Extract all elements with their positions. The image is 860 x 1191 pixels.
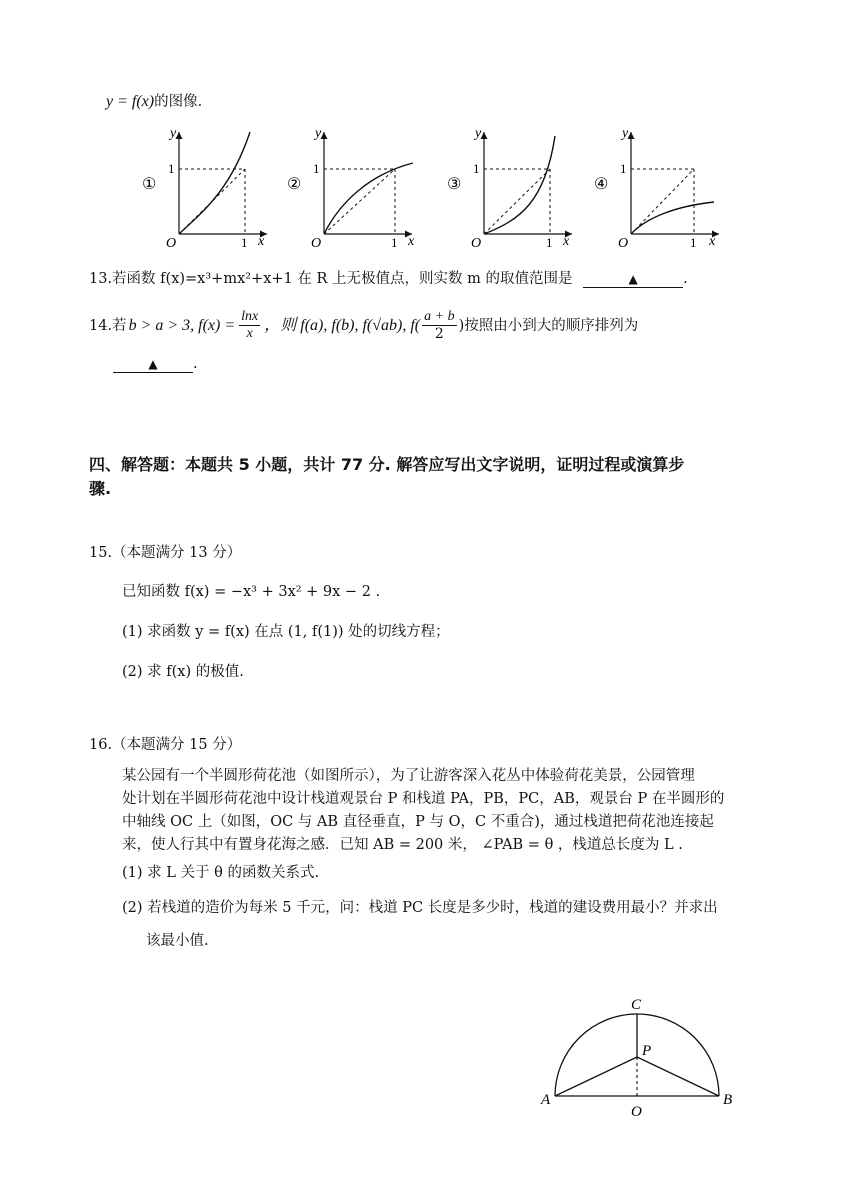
q14-frac-numerator: lnx — [241, 309, 259, 324]
graph-1-x-label: x — [258, 234, 265, 249]
graph-label-4: ④ — [594, 176, 609, 193]
question-14 — [89, 309, 638, 342]
graph-1 — [142, 126, 267, 251]
graph-2-one-y: 1 — [313, 161, 320, 176]
q14-answer-line — [113, 354, 198, 374]
question-13 — [89, 269, 688, 289]
function-graphs — [130, 122, 730, 252]
q16-line-4: 来，使人行其中有置身花海之感．已知 AB = 200 米， ∠PAB = θ ，栈道总长度为 L . — [122, 837, 683, 853]
q13-end: . — [683, 271, 688, 287]
graph-2-x-label: x — [408, 234, 415, 249]
figure-label-o: O — [631, 1104, 642, 1120]
graph-2 — [287, 126, 415, 251]
section-4-title-cont: 骤. — [89, 479, 112, 498]
q14-tail: )按照由小到大的顺序排列为 — [458, 317, 639, 334]
graph-1-origin: O — [166, 236, 177, 251]
q14-fraction-2 — [422, 309, 456, 342]
figure-label-b: B — [723, 1092, 733, 1108]
graph-label-3: ③ — [447, 176, 462, 193]
top-line-text: 的图像. — [154, 94, 203, 110]
graph-1-one-x: 1 — [241, 235, 248, 250]
graph-3-x-label: x — [563, 234, 570, 249]
q14-end: . — [193, 356, 198, 372]
q15-part-1: (1) 求函数 y = f(x) 在点 (1, f(1)) 处的切线方程； — [122, 624, 450, 640]
q14-frac-denominator: x — [246, 326, 253, 341]
q16-line-3: 中轴线 OC 上（如图，OC 与 AB 直径垂直，P 与 O，C 不重合)，通过栈道把荷花池连接起 — [122, 814, 714, 830]
q14-frac2-numerator: a + b — [424, 309, 455, 324]
q14-frac2-denominator: 2 — [434, 326, 444, 342]
q15-part-2: (2) 求 f(x) 的极值. — [122, 664, 244, 680]
graph-4 — [594, 126, 719, 251]
q16-line-1: 某公园有一个半圆形荷花池（如图所示），为了让游客深入花丛中体验荷花美景，公园管理 — [122, 768, 695, 784]
q15-heading: 15.（本题满分 13 分） — [89, 545, 242, 561]
q14-prefix: 14.若 — [89, 317, 127, 334]
graph-2-one-x: 1 — [391, 235, 398, 250]
graph-3 — [447, 126, 572, 251]
q15-stem: 已知函数 f(x) = −x³ + 3x² + 9x − 2 . — [122, 584, 381, 600]
q14-then: ，则 f(a), f(b), f(√ab), f( — [264, 316, 421, 334]
graph-3-origin: O — [471, 236, 482, 251]
graph-label-2: ② — [287, 176, 302, 193]
graph-1-y-label: y — [170, 126, 177, 141]
graph-3-y-label: y — [475, 126, 482, 141]
q16-part-1: (1) 求 L 关于 θ 的函数关系式. — [122, 865, 320, 881]
q16-part-2: (2) 若栈道的造价为每米 5 千元，问：栈道 PC 长度是多少时，栈道的建设费用最小？并求出 — [122, 900, 718, 916]
graph-4-one-y: 1 — [620, 161, 627, 176]
figure-label-c: C — [631, 997, 642, 1013]
top-line — [106, 92, 202, 112]
q14-fraction — [239, 309, 260, 342]
q14-answer-blank: ▲ — [113, 356, 193, 373]
graph-3-one-x: 1 — [546, 235, 553, 250]
graph-3-one-y: 1 — [473, 161, 480, 176]
figure-label-a: A — [541, 1092, 551, 1108]
top-line-math: y = f(x) — [106, 93, 155, 110]
q16-heading: 16.（本题满分 15 分） — [89, 737, 242, 753]
q16-part-2-cont: 该最小值. — [146, 933, 209, 949]
q16-line-2: 处计划在半圆形荷花池中设计栈道观景台 P 和栈道 PA，PB，PC，AB，观景台 P 在半圆形的 — [122, 791, 725, 807]
graph-2-y-label: y — [315, 126, 322, 141]
q14-condition: b > a > 3, f(x) = — [128, 316, 236, 334]
graph-4-y-label: y — [622, 126, 629, 141]
graph-4-one-x: 1 — [690, 235, 697, 250]
graph-4-origin: O — [618, 236, 629, 251]
section-4-title: 四、解答题：本题共 5 小题，共计 77 分. 解答应写出文字说明，证明过程或演算步 — [89, 455, 685, 474]
graph-label-1: ① — [142, 176, 157, 193]
figure-label-p: P — [642, 1043, 652, 1059]
q13-answer-blank: ▲ — [583, 271, 683, 288]
graph-2-origin: O — [311, 236, 322, 251]
q13-text: 13.若函数 f(x)=x³+mx²+x+1 在 R 上无极值点，则实数 m 的取值范围是 — [89, 271, 573, 287]
graph-4-x-label: x — [709, 234, 716, 249]
graph-1-one-y: 1 — [168, 161, 175, 176]
semicircle-figure — [535, 995, 745, 1125]
